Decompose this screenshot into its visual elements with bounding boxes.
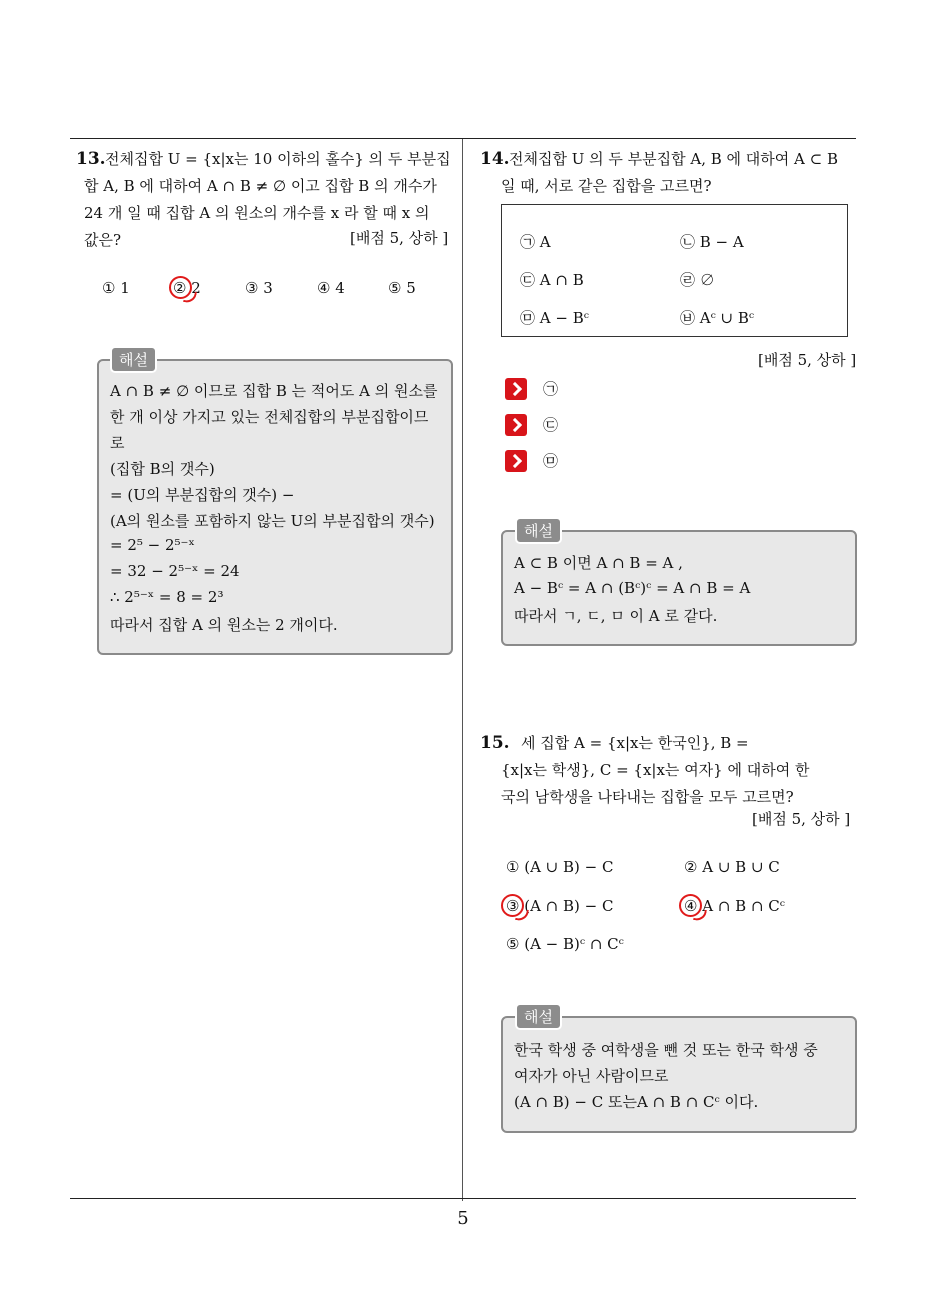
- solution-line: (A의 원소를 포함하지 않는 U의 부분집합의 갯수): [110, 512, 435, 530]
- solution-line: = 32 − 2⁵⁻ˣ = 24: [110, 562, 240, 580]
- answer-item[interactable]: [505, 378, 605, 400]
- solution-line: 로: [110, 434, 125, 452]
- question-text-line: 국의 남학생을 나타내는 집합을 모두 고르면?: [501, 788, 794, 806]
- question-text-line: 24 개 일 때 집합 A 의 원소의 개수를 x 라 할 때 x 의: [84, 204, 430, 222]
- solution-line: (집합 B의 갯수): [110, 460, 215, 478]
- choice-2[interactable]: ② A ∪ B ∪ C: [684, 858, 780, 876]
- solution-line: ∴ 2⁵⁻ˣ = 8 = 2³: [110, 588, 224, 606]
- choice-1[interactable]: ① (A ∪ B) − C: [506, 858, 614, 876]
- answer-item[interactable]: [505, 414, 605, 436]
- choice-2[interactable]: ② 2: [173, 279, 201, 297]
- question-text-line: 세 집합 A = {x|x는 한국인}, B =: [521, 734, 749, 752]
- answer-item[interactable]: [505, 450, 605, 472]
- choice-5[interactable]: ⑤ 5: [388, 279, 416, 297]
- answer-text: ㉤: [543, 452, 559, 470]
- chevron-right-icon: [505, 450, 527, 472]
- question-number: 13.: [76, 149, 106, 169]
- solution-line: = 2⁵ − 2⁵⁻ˣ: [110, 536, 195, 554]
- question-number: 15.: [480, 733, 510, 753]
- solution-line: A ⊂ B 이면 A ∩ B = A ,: [514, 554, 683, 572]
- answer-text: ㉢: [543, 416, 559, 434]
- answer-mark-circle: [679, 894, 702, 917]
- question-text-line: 전체집합 U = {x|x는 10 이하의 홀수} 의 두 부분집: [105, 150, 451, 168]
- box-item: ㉥ Aᶜ ∪ Bᶜ: [680, 309, 755, 327]
- solution-label: 해설: [110, 346, 157, 373]
- box-item: ㉢ A ∩ B: [520, 271, 584, 289]
- top-rule: [70, 138, 856, 139]
- solution-line: 따라서 집합 A 의 원소는 2 개이다.: [110, 616, 338, 634]
- answer-text: ㉠: [543, 380, 559, 398]
- bottom-rule: [70, 1198, 856, 1199]
- solution-line: 여자가 아닌 사람이므로: [514, 1067, 669, 1085]
- choice-4[interactable]: ④ 4: [317, 279, 345, 297]
- question-text-line: {x|x는 학생}, C = {x|x는 여자} 에 대하여 한: [501, 761, 810, 779]
- answer-mark-circle: [169, 276, 192, 299]
- question-text-line: 전체집합 U 의 두 부분집합 A, B 에 대하여 A ⊂ B: [509, 150, 838, 168]
- question-text-line: 값은?: [84, 231, 122, 249]
- solution-box-13: [97, 359, 453, 655]
- solution-label: 해설: [515, 1003, 562, 1030]
- solution-line: A − Bᶜ = A ∩ (Bᶜ)ᶜ = A ∩ B = A: [514, 579, 751, 597]
- question-text-line: 합 A, B 에 대하여 A ∩ B ≠ ∅ 이고 집합 B 의 개수가: [84, 177, 437, 195]
- question-text-line: 일 때, 서로 같은 집합을 고르면?: [501, 177, 712, 195]
- points-label: [배점 5, 상하 ]: [350, 229, 449, 247]
- chevron-right-icon: [505, 378, 527, 400]
- page-number: 5: [457, 1208, 469, 1229]
- choice-5[interactable]: ⑤ (A − B)ᶜ ∩ Cᶜ: [506, 935, 624, 953]
- points-label: [배점 5, 상하 ]: [758, 351, 857, 369]
- box-item: ㉡ B − A: [680, 233, 744, 251]
- column-divider: [462, 139, 463, 1201]
- box-item: ㉠ A: [520, 233, 551, 251]
- box-item: ㉤ A − Bᶜ: [520, 309, 589, 327]
- solution-line: 따라서 ㄱ, ㄷ, ㅁ 이 A 로 같다.: [514, 607, 718, 625]
- choice-1[interactable]: ① 1: [102, 279, 130, 297]
- answer-mark-circle: [501, 894, 524, 917]
- chevron-right-icon: [505, 414, 527, 436]
- points-label: [배점 5, 상하 ]: [752, 810, 851, 828]
- solution-line: (A ∩ B) − C 또는A ∩ B ∩ Cᶜ 이다.: [514, 1093, 759, 1111]
- solution-line: 한국 학생 중 여학생을 뺀 것 또는 한국 학생 중: [514, 1041, 818, 1059]
- solution-line: 한 개 이상 가지고 있는 전체집합의 부분집합이므: [110, 408, 429, 426]
- choice-3[interactable]: ③ (A ∩ B) − C: [506, 897, 614, 915]
- solution-label: 해설: [515, 517, 562, 544]
- box-item: ㉣ ∅: [680, 271, 715, 289]
- choice-3[interactable]: ③ 3: [245, 279, 273, 297]
- choice-4[interactable]: ④ A ∩ B ∩ Cᶜ: [684, 897, 785, 915]
- solution-line: = (U의 부분집합의 갯수) −: [110, 486, 295, 504]
- question-number: 14.: [480, 149, 510, 169]
- solution-line: A ∩ B ≠ ∅ 이므로 집합 B 는 적어도 A 의 원소를: [110, 382, 438, 400]
